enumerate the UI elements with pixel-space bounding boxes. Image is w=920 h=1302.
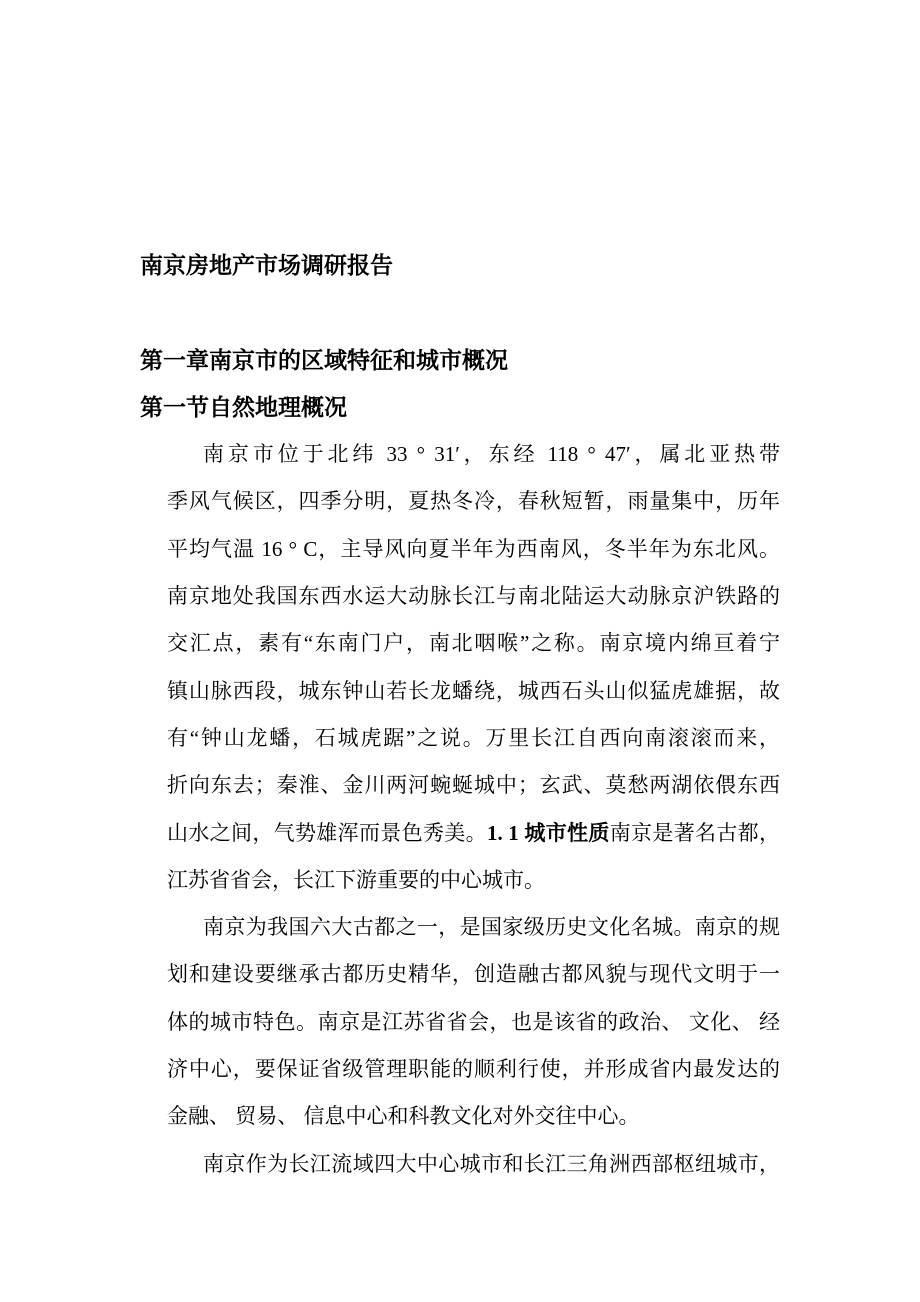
chapter-heading: 第一章南京市的区域特征和城市概况 bbox=[140, 347, 508, 373]
document-content bbox=[140, 242, 781, 1188]
body-line bbox=[167, 620, 780, 667]
text-segment: 金融、 贸易、 信息中心和科教文化对外交往中心。 bbox=[167, 1104, 640, 1129]
text-segment: 交汇点，素有“东南门户，南北咽喉”之称。南京境内绵亘着宁 bbox=[167, 631, 780, 656]
text-segment: 镇山脉西段，城东钟山若长龙蟠绕，城西石头山似猛虎雄据，故 bbox=[167, 678, 780, 703]
body-line bbox=[167, 999, 780, 1046]
body-line bbox=[167, 431, 780, 478]
body-line bbox=[167, 526, 780, 573]
body-line bbox=[167, 857, 780, 904]
bold-text-segment: 1. 1 城市性质 bbox=[486, 820, 610, 845]
body-line bbox=[167, 810, 780, 857]
text-segment: 南京市位于北纬 33 ° 31′，东经 118 ° 47′，属北亚热带 bbox=[203, 442, 780, 467]
text-segment: 体的城市特色。南京是江苏省省会，也是该省的政治、 文化、 经 bbox=[167, 1009, 780, 1034]
paragraph bbox=[167, 431, 780, 904]
body-line bbox=[167, 715, 780, 762]
body-line bbox=[167, 668, 780, 715]
paragraph bbox=[167, 904, 780, 1140]
section-heading: 第一节自然地理概况 bbox=[140, 394, 347, 420]
document-body bbox=[167, 431, 780, 1188]
text-segment: 有“钟山龙蟠，石城虎踞”之说。万里长江自西向南滚滚而来， bbox=[167, 725, 780, 750]
text-segment: 南京为我国六大古都之一，是国家级历史文化名城。南京的规 bbox=[203, 915, 780, 940]
paragraph bbox=[167, 1141, 780, 1188]
text-segment: 江苏省省会，长江下游重要的中心城市。 bbox=[167, 867, 545, 892]
text-segment: 季风气候区，四季分明，夏热冬冷，春秋短暂，雨量集中，历年 bbox=[167, 489, 780, 514]
body-line bbox=[167, 951, 780, 998]
body-line bbox=[167, 904, 780, 951]
text-segment: 山水之间，气势雄浑而景色秀美。 bbox=[167, 820, 487, 845]
text-segment: 折向东去；秦淮、金川两河蜿蜒城中；玄武、莫愁两湖依偎东西 bbox=[167, 773, 780, 798]
text-segment: 划和建设要继承古都历史精华，创造融古都风貌与现代文明于一 bbox=[167, 962, 780, 987]
body-line bbox=[167, 1141, 780, 1188]
body-line bbox=[167, 573, 780, 620]
text-segment: 济中心，要保证省级管理职能的顺利行使，并形成省内最发达的 bbox=[167, 1057, 780, 1082]
body-line bbox=[167, 1093, 780, 1140]
body-line bbox=[167, 478, 780, 525]
text-segment: 平均气温 16 ° C，主导风向夏半年为西南风，冬半年为东北风。 bbox=[167, 536, 780, 561]
document-title: 南京房地产市场调研报告 bbox=[140, 253, 393, 278]
text-segment: 南京地处我国东西水运大动脉长江与南北陆运大动脉京沪铁路的 bbox=[167, 584, 780, 609]
body-line bbox=[167, 1046, 780, 1093]
body-line bbox=[167, 762, 780, 809]
text-segment: 南京是著名古都， bbox=[609, 820, 780, 845]
text-segment: 南京作为长江流域四大中心城市和长江三角洲西部枢纽城市， bbox=[203, 1151, 780, 1176]
